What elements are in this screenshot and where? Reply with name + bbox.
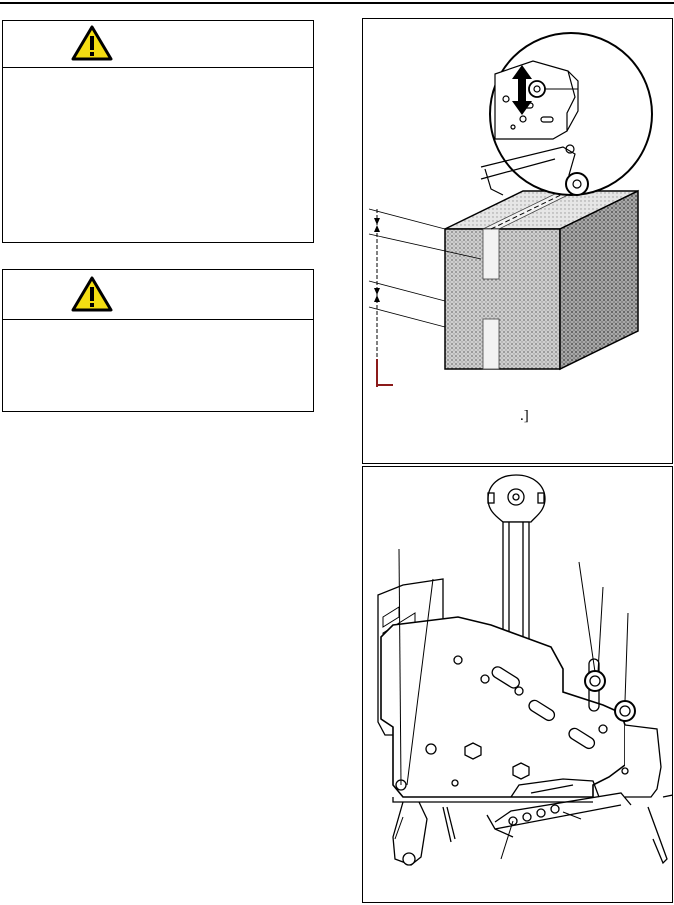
figure-mechanism-front-view [362,466,673,903]
header-rule [0,2,674,4]
warning-triangle-icon [71,25,113,61]
warning-header [3,270,313,320]
warning-box-2 [2,269,314,412]
figure-illustration [363,467,673,903]
figure-label: .] [520,408,529,424]
warning-triangle-icon [71,276,113,312]
figure-illustration [363,19,673,464]
warning-header [3,21,313,68]
figure-box-height-adjustment [362,18,673,464]
warning-box-1 [2,20,314,243]
